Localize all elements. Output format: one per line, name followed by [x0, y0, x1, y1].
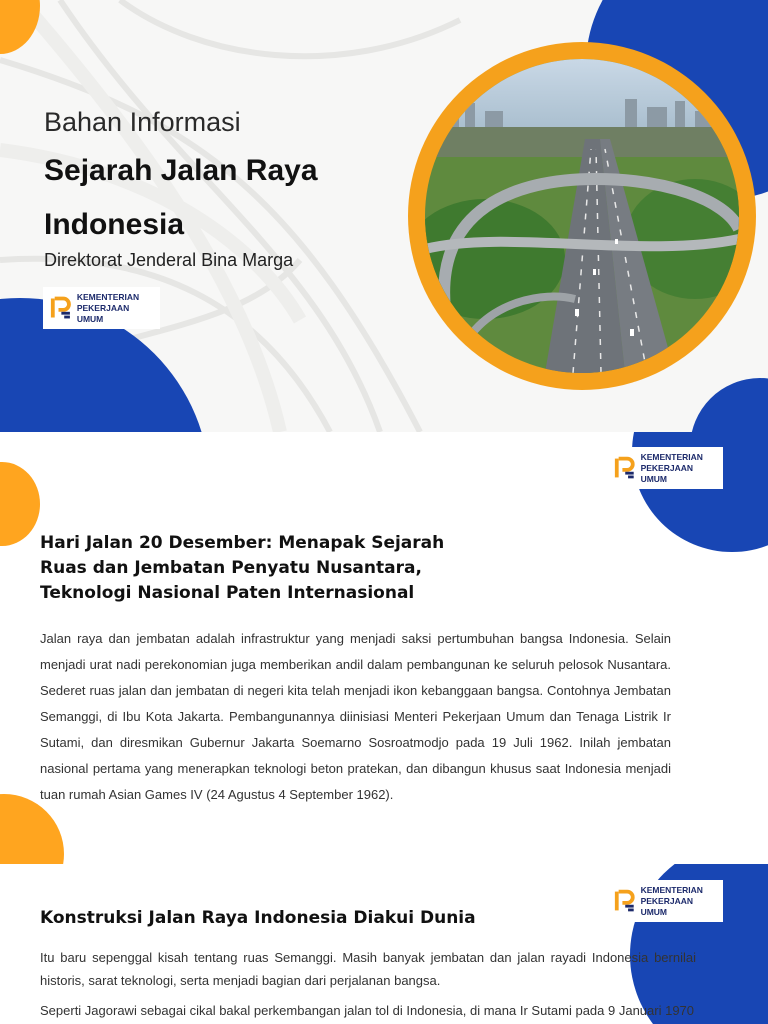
article-2-paragraph-1: Itu baru sepenggal kisah tentang ruas Semanggi. Masih banyak jembatan dan jalan rayadi Indonesia bernilai historis, sarat teknologi, serta menjadi bagian dari perjalanan bangsa. — [40, 950, 696, 988]
logo-line-1: KEMENTERIAN — [76, 291, 140, 302]
ministry-logo-slide-2 — [607, 447, 723, 489]
slide-article-1 — [0, 432, 768, 864]
article-1-body: Jalan raya dan jembatan adalah infrastruktur yang menjadi saksi pertumbuhan bangsa Indonesia. Selain menjadi urat nadi perekonomian juga memberikan andil dalam pembangunan ke seluruh pelosok Nusantara. Sederet ruas jalan dan jembatan di negeri kita telah menjadi ikon kebanggaan bangsa. Contohnya Jembatan Semanggi, di Ibu Kota Jakarta. Pembangunannya diinisiasi Menteri Pekerjaan Umum dan Tenaga Listrik Ir Sutami, dan diresmikan Gubernur Jakarta Soemarno Sosroatmodjo pada 19 Juli 1962. Inilah jembatan nasional pertama yang menerapkan teknologi beton pratekan, dan dibangun khusus saat Indonesia menjadi tuan rumah Asian Games IV (24 Agustus 4 September 1962). — [40, 631, 671, 802]
slide-article-2 — [0, 864, 768, 1024]
pu-logo-icon — [613, 455, 636, 481]
article-2-heading: Konstruksi Jalan Raya Indonesia Diakui Dunia — [40, 908, 476, 928]
ministry-logo — [43, 287, 160, 329]
photo-frame-ring — [408, 42, 756, 390]
article-1-heading: Hari Jalan 20 Desember: Menapak Sejarah Ruas dan Jembatan Penyatu Nusantara, Teknologi Nasional Paten Internasional — [40, 533, 445, 603]
logo-line-1: KEMENTERIAN — [640, 451, 703, 462]
article-2-paragraph-2: Seperti Jagorawi sebagai cikal bakal perkembangan jalan tol di Indonesia, di mana Ir Sutami pada 9 Januari 1970 — [40, 1003, 695, 1018]
cover-title: Sejarah Jalan Raya Indonesia — [44, 154, 318, 241]
pu-logo-icon — [49, 295, 72, 321]
slide-cover — [0, 0, 768, 432]
logo-line-2: PEKERJAAN UMUM — [640, 462, 694, 484]
ministry-logo-slide-3 — [607, 880, 723, 922]
logo-line-2: PEKERJAAN UMUM — [640, 895, 694, 917]
logo-line-2: PEKERJAAN UMUM — [76, 302, 130, 324]
decor-orange-circle-left-top — [0, 462, 40, 546]
pu-logo-icon — [613, 888, 636, 914]
logo-line-1: KEMENTERIAN — [640, 884, 703, 895]
cover-organization: Direktorat Jenderal Bina Marga — [44, 250, 294, 270]
cover-subtitle: Bahan Informasi — [44, 107, 241, 137]
highway-interchange-photo — [425, 59, 739, 373]
